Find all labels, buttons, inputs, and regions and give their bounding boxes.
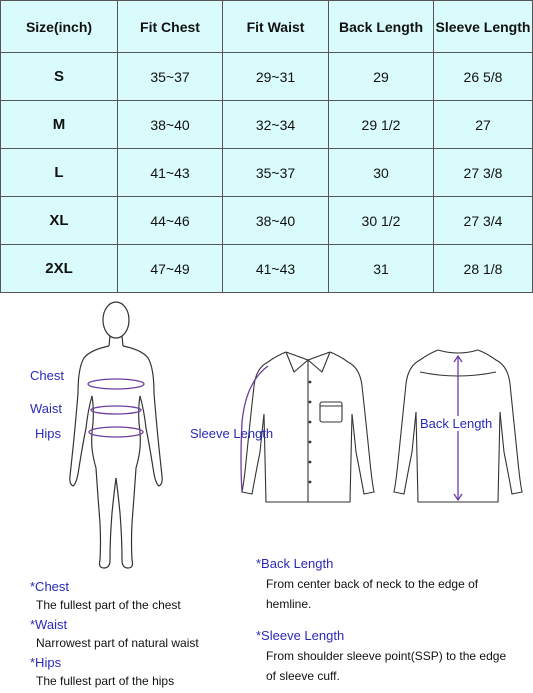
table-header-row [1,1,533,53]
hips-label: Hips [35,426,62,441]
header-size: Size(inch) [1,1,118,53]
sleeve-length-label: Sleeve Length [190,426,274,441]
cell-waist: 35~37 [223,149,329,197]
note-chest-title: *Chest [30,579,70,594]
size-chart-table [0,0,533,293]
note-back-length-desc-2: hemline. [266,597,312,611]
cell-sleeve: 26 5/8 [434,53,533,101]
header-fit-chest: Fit Chest [118,1,223,53]
cell-waist: 29~31 [223,53,329,101]
cell-sleeve: 27 3/4 [434,197,533,245]
cell-back: 29 [329,53,434,101]
back-length-label: Back Length [420,416,493,431]
header-back-length: Back Length [329,1,434,53]
cell-chest: 47~49 [118,245,223,293]
cell-chest: 44~46 [118,197,223,245]
note-back-length-title: *Back Length [256,556,334,571]
cell-size: 2XL [1,245,118,293]
chest-label: Chest [30,368,64,383]
cell-chest: 35~37 [118,53,223,101]
cell-size: XL [1,197,118,245]
header-sleeve-length: Sleeve Length [434,1,533,53]
note-sleeve-length-desc-2: of sleeve cuff. [266,669,340,683]
waist-label: Waist [30,401,63,416]
table-row [1,245,533,293]
note-waist-title: *Waist [30,617,68,632]
notes-right [256,554,506,686]
table-row [1,149,533,197]
header-fit-waist: Fit Waist [223,1,329,53]
cell-waist: 41~43 [223,245,329,293]
cell-back: 29 1/2 [329,101,434,149]
note-back-length-desc-1: From center back of neck to the edge of [266,577,479,591]
cell-back: 31 [329,245,434,293]
cell-waist: 38~40 [223,197,329,245]
body-outline-figure [60,298,190,576]
notes-left [30,577,199,691]
cell-size: S [1,53,118,101]
cell-sleeve: 27 [434,101,533,149]
cell-chest: 41~43 [118,149,223,197]
note-waist-desc: Narrowest part of natural waist [36,636,199,650]
cell-chest: 38~40 [118,101,223,149]
cell-waist: 32~34 [223,101,329,149]
table-row [1,197,533,245]
cell-sleeve: 28 1/8 [434,245,533,293]
cell-size: M [1,101,118,149]
cell-sleeve: 27 3/8 [434,149,533,197]
cell-size: L [1,149,118,197]
note-sleeve-length-desc-1: From shoulder sleeve point(SSP) to the edge [266,649,507,663]
note-hips-title: *Hips [30,655,62,670]
table-row [1,101,533,149]
cell-back: 30 [329,149,434,197]
note-chest-desc: The fullest part of the chest [36,598,181,612]
note-hips-desc: The fullest part of the hips [36,674,175,688]
cell-back: 30 1/2 [329,197,434,245]
table-row [1,53,533,101]
note-sleeve-length-title: *Sleeve Length [256,628,345,643]
